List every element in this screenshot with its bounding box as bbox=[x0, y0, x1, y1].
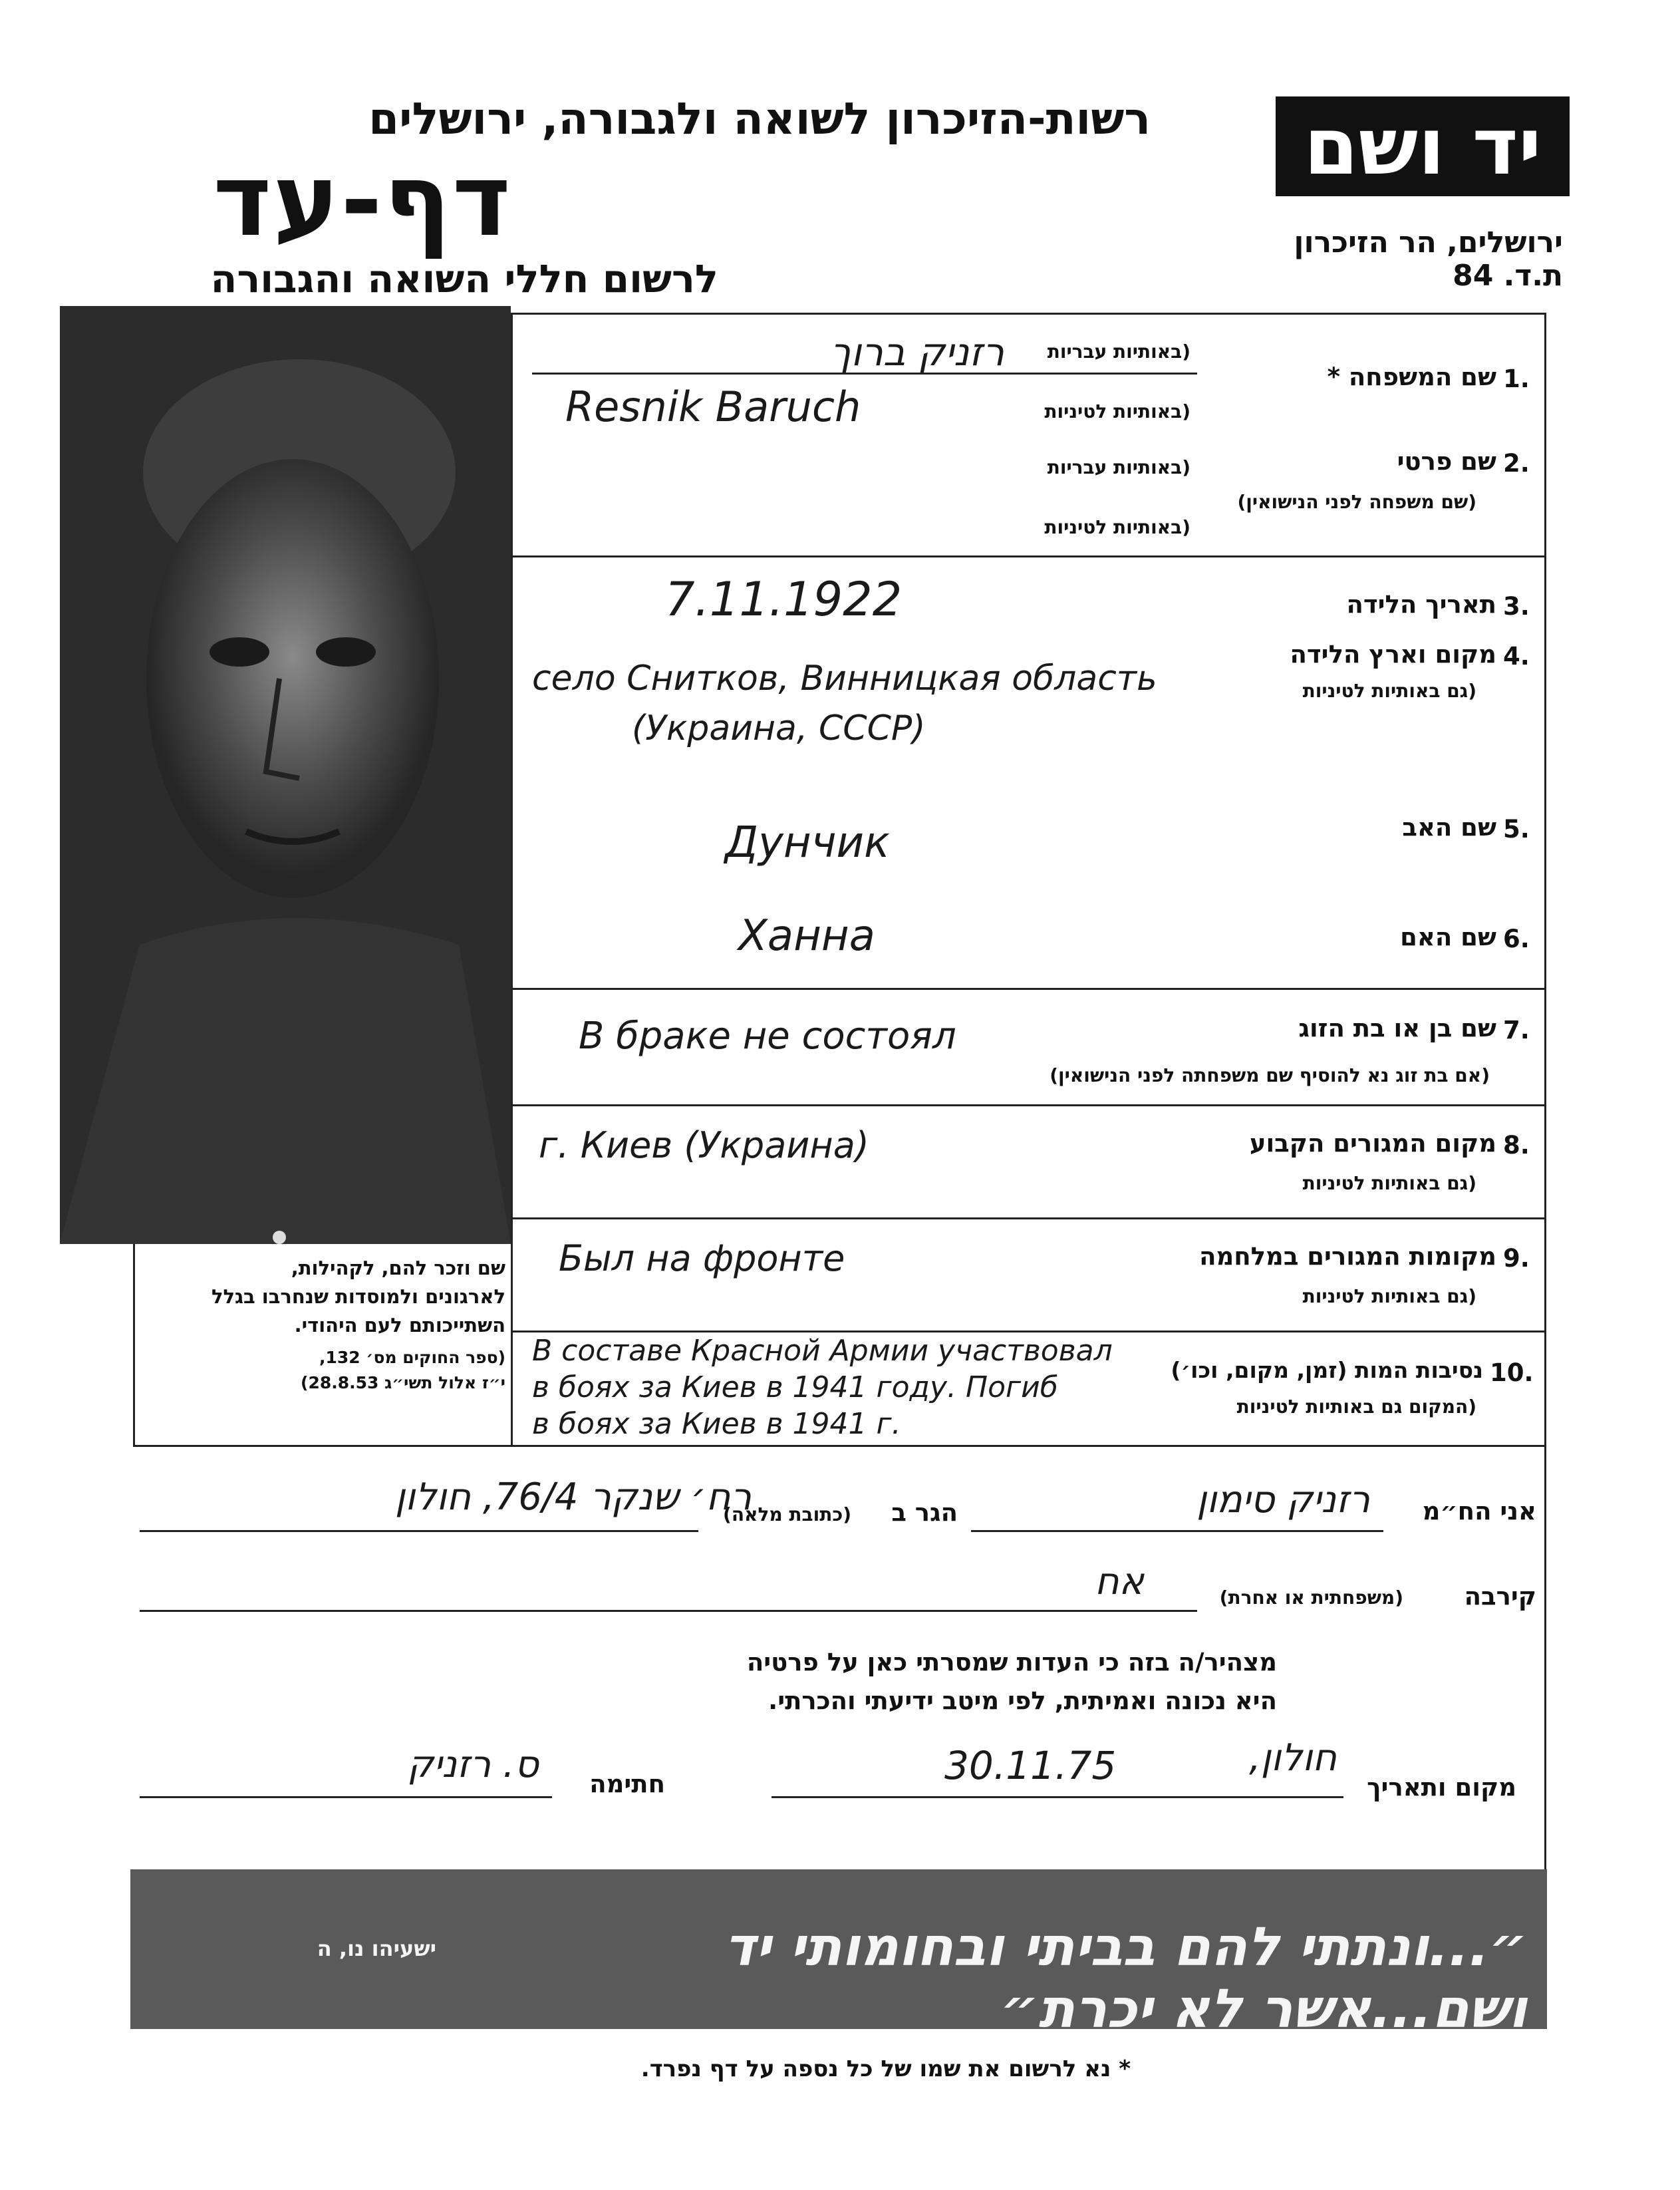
banner-source: ישעיהו נו, ה bbox=[317, 1936, 436, 1961]
organization-line: רשות-הזיכרון לשואה ולגבורה, ירושלים bbox=[368, 93, 1151, 144]
address-block bbox=[1230, 226, 1563, 293]
field-2-number: 2. bbox=[1503, 449, 1530, 478]
address-line bbox=[140, 1530, 698, 1532]
declaration-text bbox=[505, 1643, 1277, 1720]
signoff-place: חולון, bbox=[1249, 1736, 1337, 1780]
field-7-value: В браке не состоял bbox=[579, 1015, 956, 1058]
field-4-number: 4. bbox=[1503, 642, 1530, 671]
row-divider bbox=[511, 1104, 1546, 1106]
po-box: ת.ד. 84 bbox=[1453, 259, 1563, 293]
declaration-line: היא נכונה ואמיתית, לפי מיטב ידיעתי והכרתי. bbox=[768, 1686, 1277, 1715]
field-5-label: שם האב bbox=[1402, 813, 1496, 842]
signature-label: חתימה bbox=[589, 1770, 665, 1798]
footer-note: * נא לרשום את שמו של כל נספה על דף נפרד. bbox=[640, 2056, 1131, 2082]
row-divider bbox=[511, 1330, 1546, 1332]
declaration-line: מצהיר/ה בזה כי העדות שמסרתי כאן על פרטיה bbox=[746, 1648, 1277, 1676]
form-title: דף-עד bbox=[213, 143, 512, 259]
caption-law-date: י״ז אלול תשי״ג 28.8.53) bbox=[301, 1373, 505, 1392]
logo-text: יד ושם bbox=[1304, 100, 1542, 192]
address-hint: (כתובת מלאה) bbox=[723, 1503, 851, 1525]
signature-line bbox=[140, 1796, 552, 1798]
field-8-number: 8. bbox=[1503, 1131, 1530, 1160]
row-divider bbox=[133, 1445, 1546, 1447]
caption-line: שם וזכר להם, לקהילות, bbox=[291, 1257, 505, 1279]
row-divider bbox=[511, 988, 1546, 990]
field-1-number: 1. bbox=[1503, 365, 1530, 393]
field-10-value-line3: в боях за Киев в 1941 г. bbox=[532, 1407, 901, 1441]
field-5-number: 5. bbox=[1503, 815, 1530, 844]
field-8-subtitle: (גם באותיות לטיניות bbox=[1302, 1172, 1476, 1194]
caption-left-border bbox=[133, 1244, 135, 1447]
field-6-label: שם האם bbox=[1400, 923, 1496, 951]
field-3-label: תאריך הלידה bbox=[1346, 590, 1496, 619]
relation-label: קירבה bbox=[1464, 1582, 1536, 1611]
row-divider bbox=[511, 1217, 1546, 1219]
field-8-label: מקום המגורים הקבוע bbox=[1249, 1129, 1496, 1158]
field-4-value-line2: (Украина, СССР) bbox=[632, 708, 926, 748]
field-2-hint-latin: (באותיות לטיניות bbox=[1044, 516, 1190, 538]
field-10-label: נסיבות המות (זמן, מקום, וכו׳) bbox=[1171, 1357, 1483, 1383]
declarant-address: רח׳ שנקר 76/4, חולון bbox=[394, 1476, 752, 1519]
row-divider bbox=[511, 555, 1546, 557]
field-5-value: Дунчик bbox=[725, 818, 890, 867]
field-7-subtitle: (אם בת זוג נא להוסיף שם משפחתה לפני הנישואין) bbox=[1050, 1064, 1490, 1086]
declarant-name-line bbox=[971, 1530, 1383, 1532]
form-left-border bbox=[511, 313, 513, 1447]
field-10-subtitle: (המקום גם באותיות לטיניות bbox=[1236, 1396, 1476, 1418]
field-2-label: שם פרטי bbox=[1397, 447, 1496, 476]
place-date-label: מקום ותאריך bbox=[1367, 1773, 1516, 1801]
banner-quote: ״...ונתתי להם בביתי ובחומותי יד ושם...אשר לא יכרת״ bbox=[724, 1916, 1527, 2040]
form-subtitle: לרשום חללי השואה והגבורה bbox=[210, 256, 718, 301]
relation-value: אח bbox=[1094, 1560, 1144, 1603]
caption-line: השתייכותם לעם היהודי. bbox=[294, 1314, 505, 1336]
field-2-hint-hebrew: (באותיות עבריות bbox=[1047, 456, 1190, 478]
form-frame bbox=[133, 313, 1548, 1875]
field-1-line bbox=[532, 373, 1197, 375]
address-line: ירושלים, הר הזיכרון bbox=[1294, 226, 1563, 259]
place-date-line bbox=[771, 1796, 1343, 1798]
resides-label: הגר ב bbox=[891, 1498, 958, 1527]
relation-hint: (משפחתית או אחרת) bbox=[1219, 1587, 1403, 1609]
field-9-label: מקומות המגורים במלחמה bbox=[1199, 1242, 1496, 1271]
field-3-value: 7.11.1922 bbox=[665, 572, 903, 627]
caption-line: לארגונים ולמוסדות שנחרבו בגלל bbox=[211, 1285, 505, 1308]
quote-banner bbox=[130, 1869, 1547, 2040]
relation-line bbox=[140, 1610, 1197, 1612]
field-9-number: 9. bbox=[1503, 1244, 1530, 1273]
declarant-label: אני הח״מ bbox=[1422, 1497, 1536, 1525]
field-10-number: 10. bbox=[1490, 1358, 1534, 1387]
caption-law-reference: (ספר החוקים מס׳ 132, bbox=[319, 1348, 505, 1367]
field-9-value: Был на фронте bbox=[559, 1237, 845, 1279]
field-1-label: שם המשפחה * bbox=[1327, 363, 1496, 391]
declarant-name: רזניק סימון bbox=[1196, 1478, 1370, 1521]
field-6-value: Ханна bbox=[738, 911, 875, 961]
form-right-border bbox=[1544, 313, 1546, 1869]
signature: ס. רזניק bbox=[407, 1743, 539, 1786]
field-1-value-latin: Resnik Baruch bbox=[565, 383, 861, 431]
field-2-subtitle: (שם משפחה לפני הנישואין) bbox=[1237, 491, 1476, 513]
field-8-value: г. Киев (Украина) bbox=[539, 1124, 869, 1166]
field-10-value-line1: В составе Красной Армии участвовал bbox=[532, 1334, 1113, 1368]
yad-vashem-logo bbox=[1276, 96, 1570, 196]
field-1-hint-latin: (באותיות לטיניות bbox=[1044, 400, 1190, 422]
field-4-label: מקום וארץ הלידה bbox=[1290, 640, 1496, 669]
field-7-label: שם בן או בת הזוג bbox=[1298, 1014, 1496, 1042]
field-10-value-line2: в боях за Киев в 1941 году. Погиб bbox=[532, 1370, 1058, 1404]
form-top-border bbox=[511, 313, 1546, 315]
field-1-value-hebrew: רזניק ברוך bbox=[830, 329, 1004, 375]
field-6-number: 6. bbox=[1503, 925, 1530, 953]
field-9-subtitle: (גם באותיות לטיניות bbox=[1302, 1285, 1476, 1307]
field-3-number: 3. bbox=[1503, 592, 1530, 621]
field-1-hint-hebrew: (באותיות עבריות bbox=[1047, 341, 1190, 363]
field-7-number: 7. bbox=[1503, 1016, 1530, 1044]
field-4-subtitle: (גם באותיות לטיניות bbox=[1302, 680, 1476, 702]
signoff-date: 30.11.75 bbox=[944, 1743, 1117, 1788]
field-4-value-line1: село Снитков, Винницкая область bbox=[532, 659, 1157, 699]
